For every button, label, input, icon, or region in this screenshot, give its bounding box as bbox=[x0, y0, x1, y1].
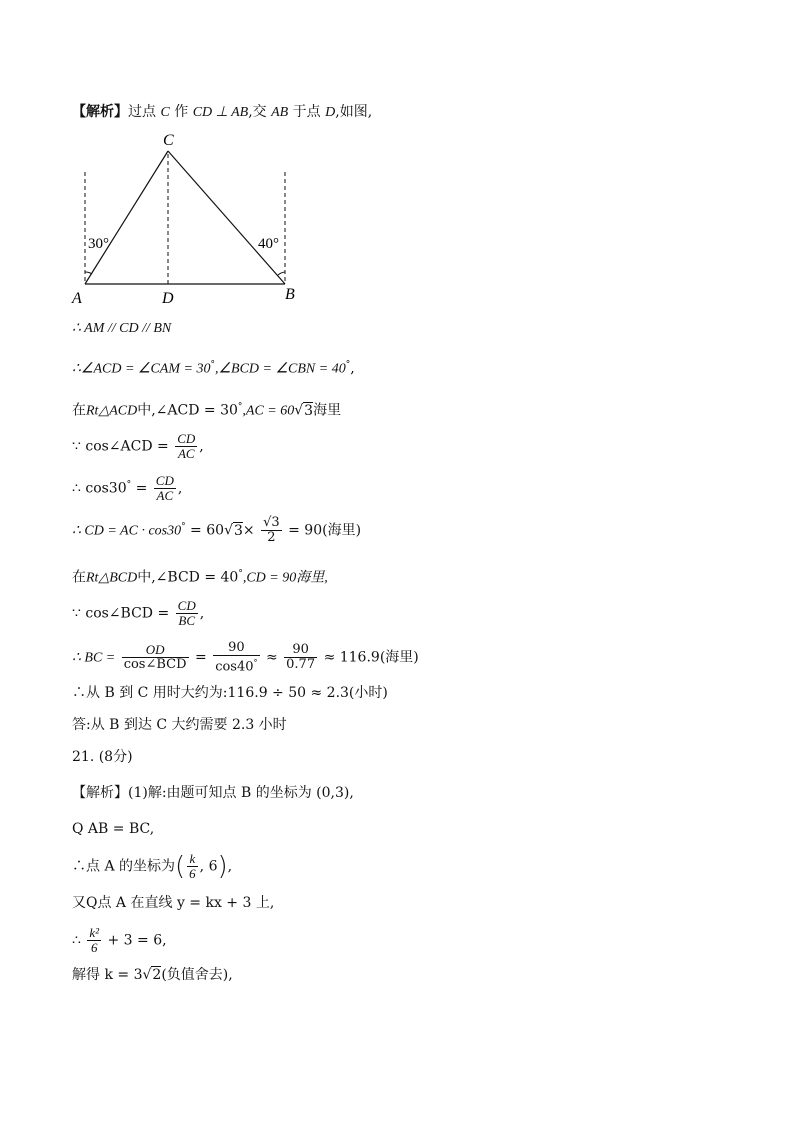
side-ac bbox=[85, 151, 168, 284]
label-b: B bbox=[285, 286, 295, 303]
label-a: A bbox=[72, 290, 82, 306]
cd-calc-line: ∴ CD = AC · cos30° = 60√3× $\frac{√3}{2}$ = 90(海里) bbox=[72, 515, 362, 545]
angle-label-b: 40° bbox=[258, 236, 279, 252]
fraction: $\frac{\text{k²}}{6}$ bbox=[89, 925, 100, 955]
fraction: $\frac{CD}{AC}$ bbox=[177, 431, 196, 461]
intro-line: 【解析】过点 C 作 CD ⊥ AB,交 AB 于点 D,如图, bbox=[72, 104, 373, 120]
analysis-tag: 【解析】 bbox=[72, 104, 128, 120]
rt-bcd-line: 在Rt△BCD中,∠BCD = 40°,CD = 90海里, bbox=[72, 569, 328, 586]
fraction: $\frac{90}{\cos 40^\circ}$ bbox=[215, 640, 258, 675]
label-d: D bbox=[162, 290, 174, 306]
fraction: $\frac{√3}{2}$ bbox=[263, 515, 280, 545]
equation-line: ∴ $\frac{\text{k²}}{6}$ + 3 = 6, bbox=[72, 925, 167, 955]
ab-bc-line: Q AB = BC, bbox=[72, 821, 155, 837]
rt-acd-line: 在Rt△ACD中,∠ACD = 30°,AC = 60√3海里 bbox=[72, 402, 342, 419]
point-a-coord-line: ∴点 A 的坐标为( $\frac{k}{6}$ , 6), bbox=[72, 851, 233, 882]
angle-arc-b bbox=[278, 272, 285, 275]
answer-line: 答:从 B 到达 C 大约需要 2.3 小时 bbox=[72, 717, 287, 733]
fraction: $\frac{90}{0.77}$ bbox=[286, 642, 316, 673]
parallel-line: ∴ AM // CD // BN bbox=[72, 321, 172, 336]
cos-bcd-line: ∵ cos∠BCD = $\frac{CD}{BC}$ , bbox=[72, 598, 205, 628]
fraction: $\frac{OD}{\text{cos∠BCD}}$ bbox=[123, 642, 187, 673]
angle-equal-line: ∴∠ACD = ∠CAM = 30°,∠BCD = ∠CBN = 40°, bbox=[72, 360, 355, 377]
cos30-line: ∴ cos30° = $\frac{CD}{AC}$ , bbox=[72, 473, 183, 503]
angle-label-a: 30° bbox=[88, 236, 109, 252]
question-21-heading: 21. (8分) bbox=[72, 749, 133, 765]
point-on-line-line: 又Q点 A 在直线 y = kx + 3 上, bbox=[72, 895, 275, 911]
side-bc bbox=[168, 151, 285, 284]
cos-acd-line: ∵ cos∠ACD = $\frac{CD}{AC}$ , bbox=[72, 431, 204, 461]
triangle-figure bbox=[68, 126, 308, 306]
label-c: C bbox=[163, 132, 174, 149]
q21-part1-line: 【解析】(1)解:由题可知点 B 的坐标为 (0,3), bbox=[72, 785, 354, 801]
angle-arc-a bbox=[85, 272, 92, 274]
bc-calc-line: ∴ BC = $\frac{OD}{\text{cos∠BCD}}$ = $\frac{90}{\cos 40^\circ}$ ≈ $\frac{90}{0.77}$ ≈ 116.9(海里) bbox=[72, 640, 419, 675]
solution-k-line: 解得 k = 3√2(负值舍去), bbox=[72, 967, 233, 983]
fraction: $\frac{CD}{BC}$ bbox=[177, 598, 196, 628]
fraction: $\frac{k}{6}$ bbox=[189, 851, 196, 881]
fraction: $\frac{CD}{AC}$ bbox=[155, 473, 174, 503]
time-line: ∴从 B 到 C 用时大约为:116.9 ÷ 50 ≈ 2.3(小时) bbox=[72, 685, 388, 701]
